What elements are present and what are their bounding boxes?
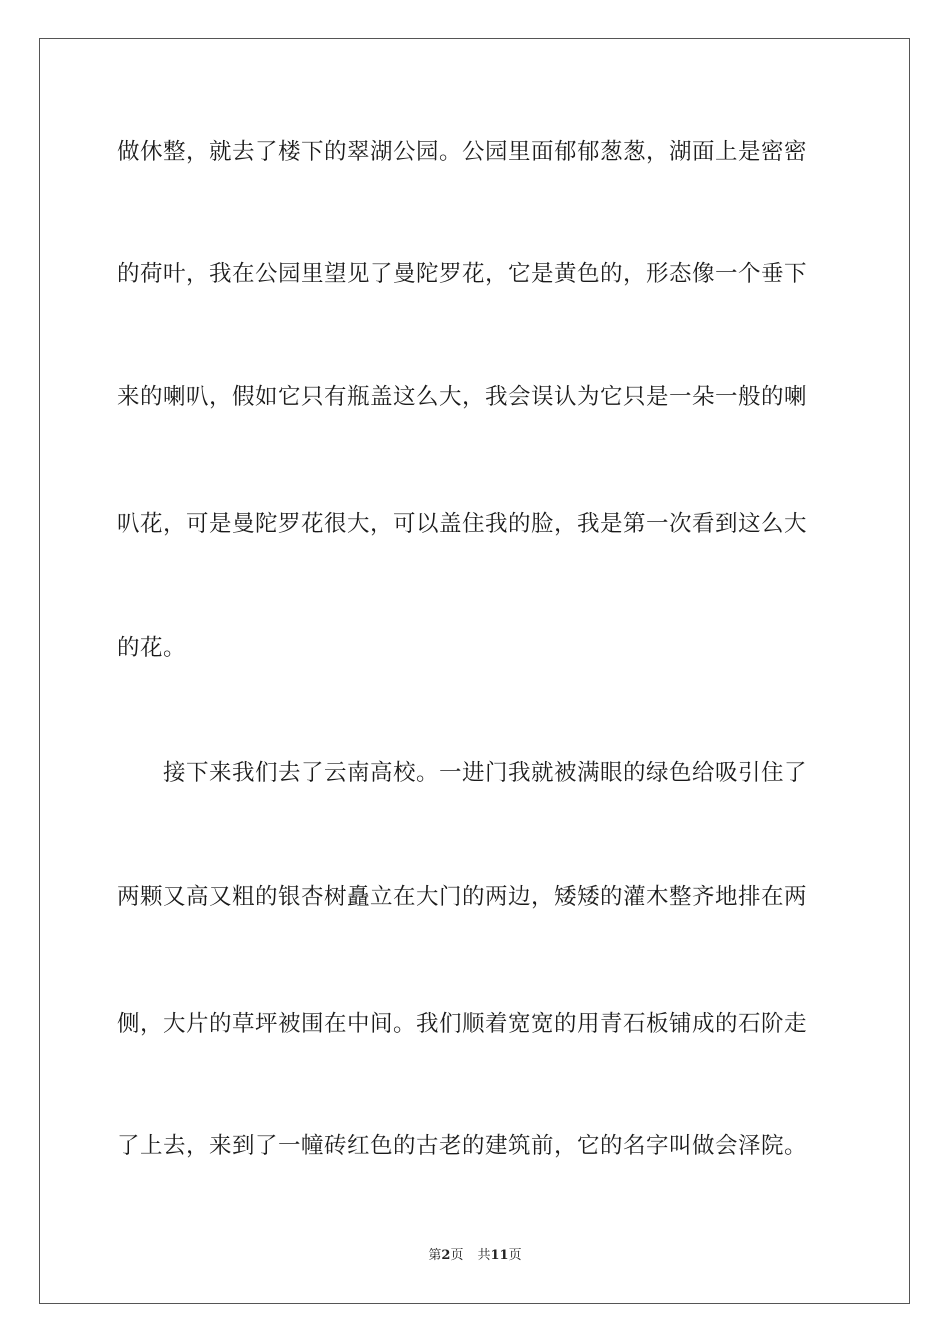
- page-footer: [0, 1247, 950, 1265]
- body-text-line: 的荷叶，我在公园里望见了曼陀罗花，它是黄色的，形态像一个垂下: [117, 261, 808, 287]
- body-text-line: 来的喇叭，假如它只有瓶盖这么大，我会误认为它只是一朵一般的喇: [117, 384, 808, 410]
- page-number: 2: [441, 1248, 451, 1263]
- body-text-line: 两颗又高又粗的银杏树矗立在大门的两边，矮矮的灌木整齐地排在两: [117, 884, 808, 910]
- body-text-line: 叭花，可是曼陀罗花很大，可以盖住我的脸，我是第一次看到这么大: [117, 511, 808, 537]
- body-text-line: 侧，大片的草坪被围在中间。我们顺着宽宽的用青石板铺成的石阶走: [117, 1011, 808, 1037]
- page-prefix: 第: [428, 1248, 442, 1263]
- page-suffix: 页: [450, 1248, 464, 1263]
- body-text-line: 的花。: [117, 635, 187, 661]
- total-pages: 11: [490, 1248, 509, 1263]
- page-border: [39, 38, 910, 1304]
- body-text-line: 了上去，来到了一幢砖红色的古老的建筑前，它的名字叫做会泽院。: [117, 1133, 808, 1159]
- body-text-line: 接下来我们去了云南高校。一进门我就被满眼的绿色给吸引住了: [117, 760, 808, 786]
- total-suffix: 页: [508, 1248, 522, 1263]
- total-prefix: 共: [477, 1248, 491, 1263]
- body-text-line: 做休整，就去了楼下的翠湖公园。公园里面郁郁葱葱，湖面上是密密: [117, 139, 808, 165]
